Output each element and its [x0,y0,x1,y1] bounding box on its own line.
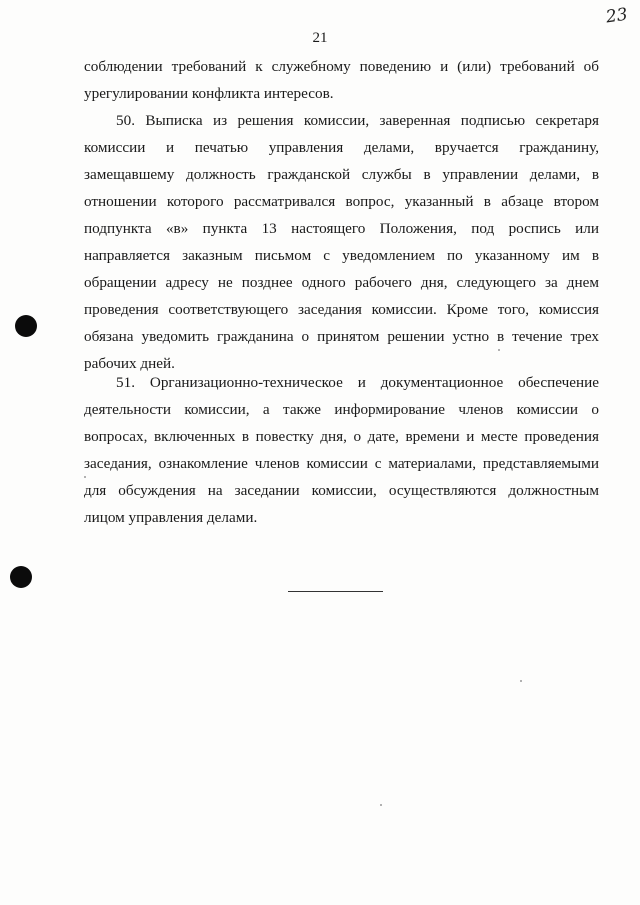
page-number: 21 [312,30,328,46]
paragraph-51 [84,369,599,531]
text-line: рабочих дней. [84,355,175,372]
paragraph-50 [84,107,599,377]
text-line: соблюдении требований к служебному поведению и (или) требований об [84,58,599,75]
text-line: заседания, ознакомление членов комиссии с материалами, представляемыми [84,455,599,472]
text-line: направляется заказным письмом с уведомлением по указанному им в [84,247,599,264]
handwritten-page-number: 23 [605,4,630,28]
end-of-document-rule [288,591,383,592]
punch-hole-mark [10,566,32,588]
text-line: обязана уведомить гражданина о принятом решении устно в течение трех [84,328,599,345]
text-line: отношении которого рассматривался вопрос, указанный в абзаце втором [84,193,599,210]
text-line: 50. Выписка из решения комиссии, заверенная подписью секретаря [116,112,599,129]
text-line: подпункта «в» пункта 13 настоящего Положения, под роспись или [84,220,599,237]
scan-speck [84,476,86,478]
punch-hole-mark [15,315,37,337]
text-line: проведения соответствующего заседания комиссии. Кроме того, комиссия [84,301,599,318]
text-line: урегулировании конфликта интересов. [84,85,334,102]
text-line: 51. Организационно-техническое и документационное обеспечение [116,374,599,391]
text-line: комиссии и печатью управления делами, вручается гражданину, [84,139,599,156]
text-line: обращении адресу не позднее одного рабочего дня, следующего за днем [84,274,599,291]
scan-speck [498,349,500,351]
text-line: замещавшему должность гражданской службы в управлении делами, в [84,166,599,183]
scan-speck [520,680,522,682]
text-line: для обсуждения на заседании комиссии, осуществляются должностным [84,482,599,499]
text-line: вопросах, включенных в повестку дня, о дате, времени и месте проведения [84,428,599,445]
paragraph-continuation [84,53,599,107]
scan-speck [380,804,382,806]
text-line: деятельности комиссии, а также информирование членов комиссии о [84,401,599,418]
text-line: лицом управления делами. [84,509,258,526]
